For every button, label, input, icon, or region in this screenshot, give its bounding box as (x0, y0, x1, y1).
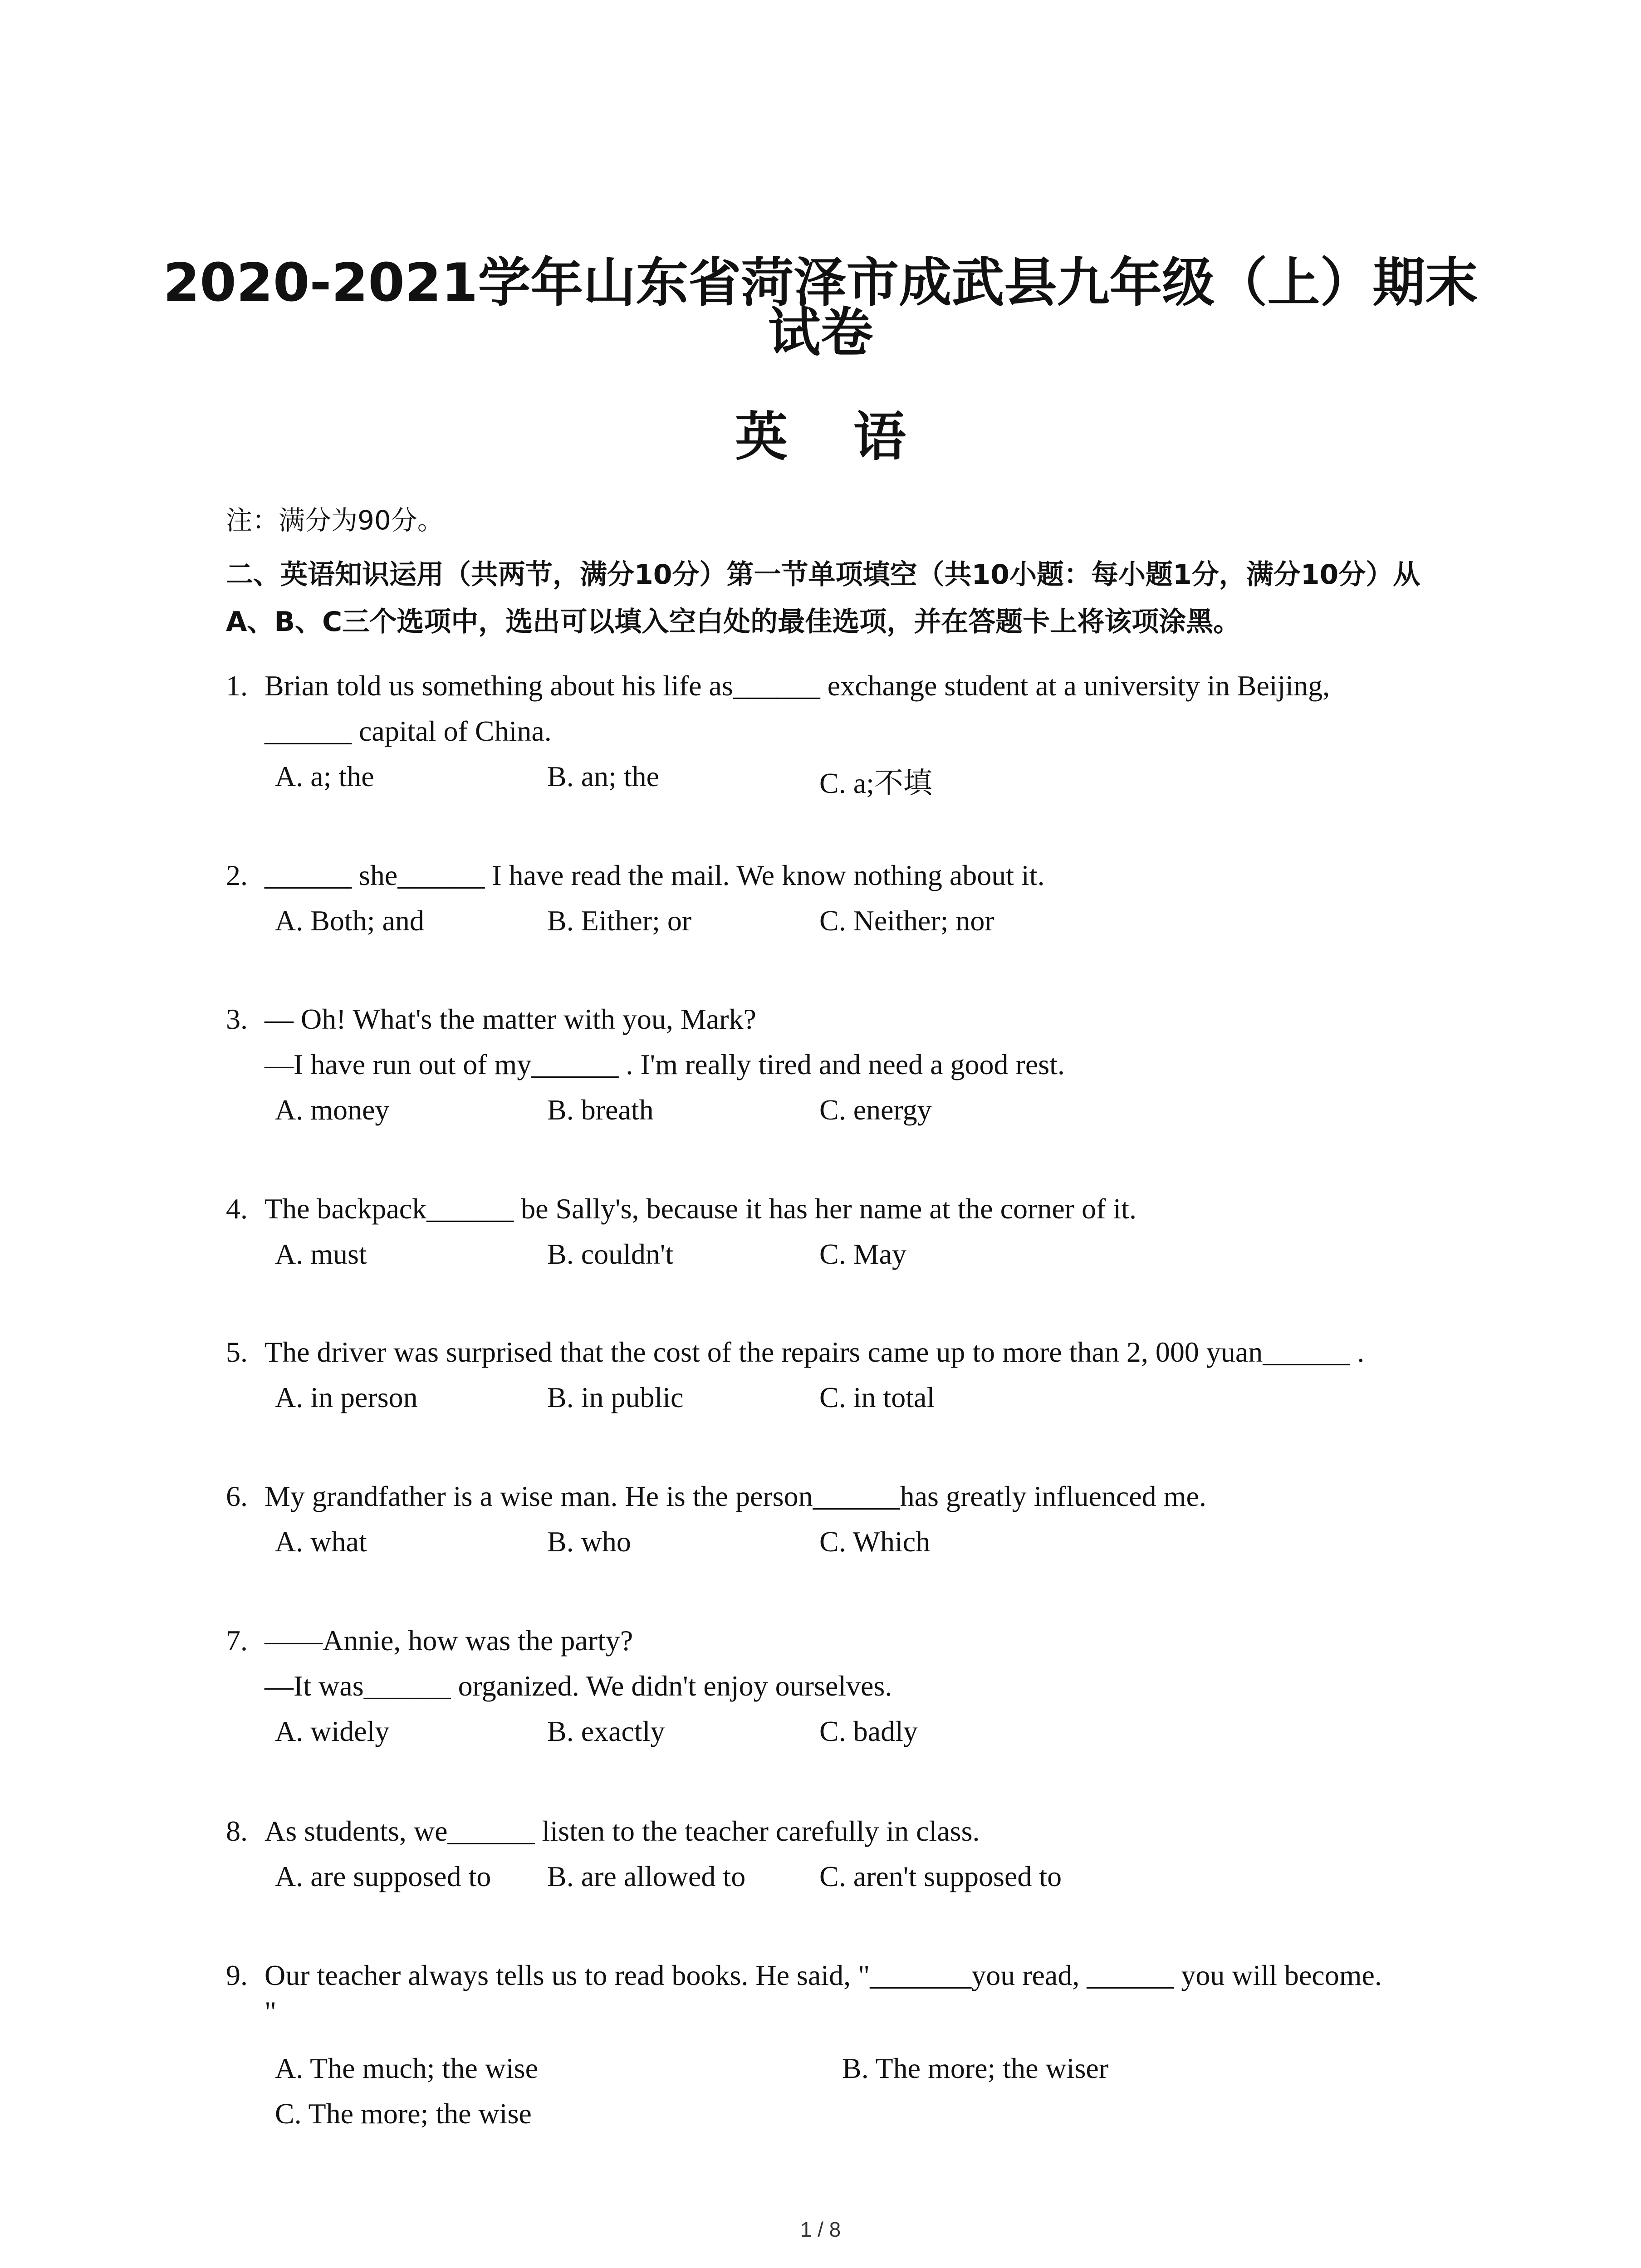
option-a: A. must (275, 1238, 367, 1270)
question-number: 2. (226, 859, 248, 891)
option-a: A. what (275, 1525, 367, 1558)
question-text: The backpack______ be Sally's, because it has her name at the corner of it. (265, 1193, 1136, 1225)
option-b: B. couldn't (547, 1238, 674, 1270)
question-number: 1. (226, 670, 248, 702)
option-c: C. a;不填 (819, 767, 932, 799)
question-number: 9. (226, 1959, 248, 1991)
option-c: C. Which (819, 1525, 931, 1558)
exam-title-line-1: 2020-2021学年山东省菏泽市成武县九年级（上）期末 (163, 252, 1478, 313)
option-c: C. aren't supposed to (819, 1860, 1062, 1892)
question-number: 8. (226, 1815, 248, 1847)
option-c: C. badly (819, 1715, 918, 1747)
question-text: ——Annie, how was the party? (265, 1624, 633, 1657)
subject-heading: 英 语 (735, 406, 930, 468)
option-b: B. Either; or (547, 904, 692, 937)
question-text: — Oh! What's the matter with you, Mark? (265, 1003, 756, 1035)
question-number: 5. (226, 1336, 248, 1368)
question-text: ______ capital of China. (265, 715, 552, 747)
exam-title-line-2: 试卷 (768, 302, 873, 363)
question-text: Brian told us something about his life as______ exchange student at a university in Beijing, (265, 670, 1330, 702)
option-c: C. energy (819, 1094, 932, 1126)
option-b: B. an; the (547, 760, 660, 792)
option-a: A. are supposed to (275, 1860, 491, 1892)
option-c: C. in total (819, 1381, 935, 1413)
option-a: A. in person (275, 1381, 418, 1413)
question-text: —It was______ organized. We didn't enjoy ourselves. (265, 1670, 892, 1702)
question-text: As students, we______ listen to the teacher carefully in class. (265, 1815, 980, 1847)
option-b: B. The more; the wiser (842, 2052, 1109, 2084)
question-text: ______ she______ I have read the mail. We know nothing about it. (265, 859, 1045, 891)
question-text: " (265, 1995, 277, 2028)
question-number: 4. (226, 1193, 248, 1225)
score-note: 注：满分为90分。 (226, 505, 444, 536)
question-number: 3. (226, 1003, 248, 1035)
question-number: 6. (226, 1480, 248, 1512)
option-a: A. widely (275, 1715, 390, 1747)
page-number: 1 / 8 (800, 2218, 841, 2241)
option-c: C. May (819, 1238, 906, 1270)
option-c: C. The more; the wise (275, 2097, 532, 2130)
option-a: A. a; the (275, 760, 374, 792)
option-a: A. Both; and (275, 904, 424, 937)
option-c: C. Neither; nor (819, 904, 994, 937)
question-text: My grandfather is a wise man. He is the person______has greatly influenced me. (265, 1480, 1206, 1512)
option-b: B. are allowed to (547, 1860, 746, 1892)
option-b: B. in public (547, 1381, 684, 1413)
question-text: —I have run out of my______ . I'm really tired and need a good rest. (265, 1048, 1065, 1080)
option-b: B. who (547, 1525, 631, 1558)
option-a: A. The much; the wise (275, 2052, 539, 2084)
question-text: Our teacher always tells us to read books. He said, "_______you read, ______ you will become. (265, 1959, 1382, 1991)
question-number: 7. (226, 1624, 248, 1657)
option-a: A. money (275, 1094, 390, 1126)
option-b: B. exactly (547, 1715, 665, 1747)
question-text: The driver was surprised that the cost of the repairs came up to more than 2, 000 yuan______ . (265, 1336, 1365, 1368)
option-b: B. breath (547, 1094, 654, 1126)
section-instructions: 二、英语知识运用（共两节，满分10分）第一节单项填空（共10小题：每小题1分，满分10分）从A、B、C三个选项中，选出可以填入空白处的最佳选项，并在答题卡上将该项涂黑。 (226, 559, 1421, 638)
